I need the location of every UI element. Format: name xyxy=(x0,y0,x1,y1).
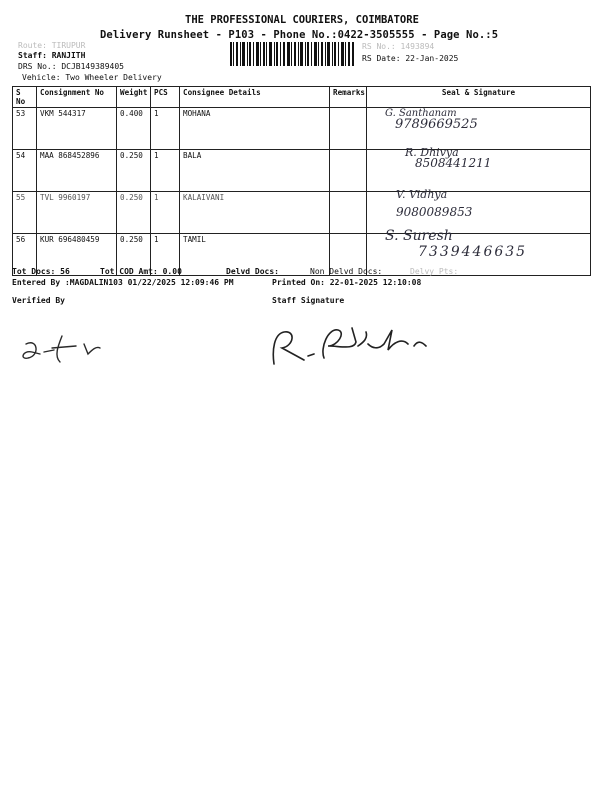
verifier-signature xyxy=(18,330,138,370)
entered-by: Entered By :MAGDALIN103 01/22/2025 12:09:46 PM xyxy=(12,278,234,287)
cell-remarks xyxy=(330,108,367,150)
route-label: Route: TIRUPUR xyxy=(18,41,86,50)
cell-pcs: 1 xyxy=(151,234,180,276)
cell-consignment: VKM 544317 xyxy=(37,108,117,150)
company-name: THE PROFESSIONAL COURIERS, COIMBATORE xyxy=(185,14,419,26)
vehicle-label: Vehicle: Two Wheeler Delivery xyxy=(22,73,162,82)
cell-consignment: KUR 696480459 xyxy=(37,234,117,276)
col-signature: Seal & Signature xyxy=(367,87,591,108)
cell-consignee: BALA xyxy=(180,150,330,192)
cell-consignee: KALAIVANI xyxy=(180,192,330,234)
cell-sno: 53 xyxy=(13,108,37,150)
col-consignment: Consignment No xyxy=(37,87,117,108)
delivery-points: Delvy Pts: xyxy=(410,267,459,276)
col-weight: Weight xyxy=(117,87,151,108)
barcode-image xyxy=(230,42,355,66)
handwritten-phone: 8508441211 xyxy=(415,156,492,170)
table-row xyxy=(13,108,591,150)
cell-consignee: MOHANA xyxy=(180,108,330,150)
runsheet-title: Delivery Runsheet - P103 - Phone No.:0422-3505555 - Page No.:5 xyxy=(100,29,499,41)
cell-consignment: TVL 9960197 xyxy=(37,192,117,234)
handwritten-phone: 9789669525 xyxy=(395,117,478,132)
staff-label: Staff: RANJITH xyxy=(18,51,86,60)
cell-weight: 0.400 xyxy=(117,108,151,150)
col-pcs: PCS xyxy=(151,87,180,108)
table-header-row xyxy=(13,87,591,108)
non-delivered-docs: Non Delvd Docs: xyxy=(310,267,383,276)
handwritten-phone: 9080089853 xyxy=(396,205,473,219)
cell-pcs: 1 xyxy=(151,108,180,150)
staff-signature-label: Staff Signature xyxy=(272,296,345,305)
cell-weight: 0.250 xyxy=(117,150,151,192)
col-consignee: Consignee Details xyxy=(180,87,330,108)
cell-pcs: 1 xyxy=(151,192,180,234)
cell-pcs: 1 xyxy=(151,150,180,192)
cell-sno: 56 xyxy=(13,234,37,276)
cell-sno: 54 xyxy=(13,150,37,192)
cell-remarks xyxy=(330,192,367,234)
cell-weight: 0.250 xyxy=(117,234,151,276)
col-remarks: Remarks xyxy=(330,87,367,108)
handwritten-signature: V. Vidhya xyxy=(396,188,448,201)
cell-remarks xyxy=(330,150,367,192)
total-docs: Tot Docs: 56 xyxy=(12,267,70,276)
col-sno: S No xyxy=(13,87,37,108)
handwritten-signature: G. Santhanam xyxy=(385,108,457,119)
cell-weight: 0.250 xyxy=(117,192,151,234)
verified-by-label: Verified By xyxy=(12,296,65,305)
rs-date: RS Date: 22-Jan-2025 xyxy=(362,54,459,63)
total-cod-amount: Tot COD Amt: 0.00 xyxy=(100,267,182,276)
table-row xyxy=(13,150,591,192)
cell-consignee: TAMIL xyxy=(180,234,330,276)
table-row xyxy=(13,192,591,234)
delivered-docs: Delvd Docs: xyxy=(226,267,279,276)
cell-consignment: MAA 868452896 xyxy=(37,150,117,192)
drs-number: DRS No.: DCJB149389405 xyxy=(18,62,124,71)
handwritten-signature: R. Dhivya xyxy=(405,146,459,159)
printed-on: Printed On: 22-01-2025 12:10:08 xyxy=(272,278,422,287)
staff-signature xyxy=(268,320,438,370)
cell-sno: 55 xyxy=(13,192,37,234)
handwritten-signature: S. Suresh xyxy=(385,228,453,244)
handwritten-phone: 7339446635 xyxy=(418,244,528,260)
rs-number: RS No.: 1493894 xyxy=(362,42,435,51)
